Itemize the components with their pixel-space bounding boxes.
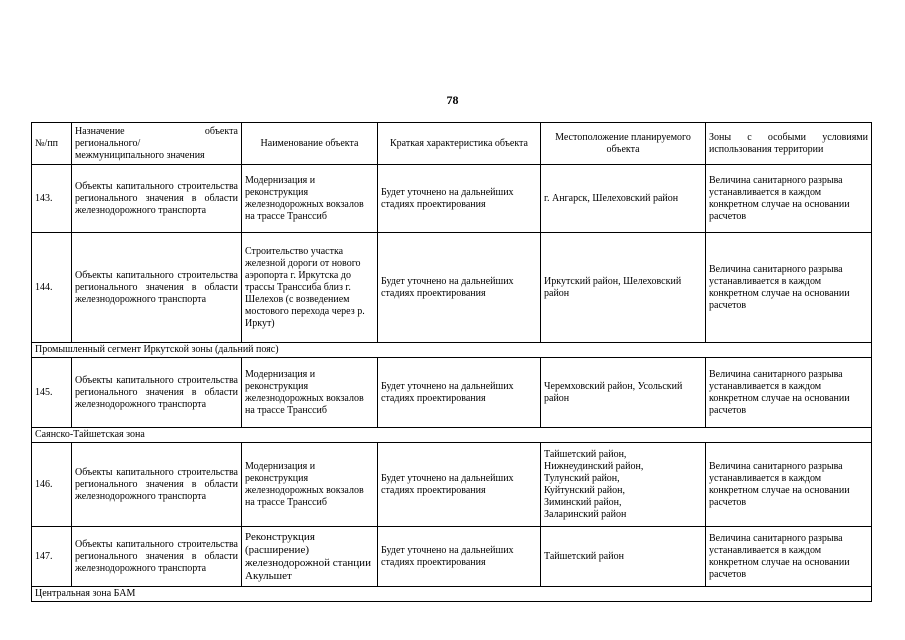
row-purpose: Объекты капитального строительства регионального значения в области железнодорожного транспорта: [72, 358, 242, 428]
header-purpose-line1: Назначение объекта: [75, 125, 238, 137]
row-characteristic: Будет уточнено на дальнейших стадиях проектирования: [378, 165, 541, 233]
section-row: [32, 343, 872, 358]
row-location: Иркутский район, Шелеховский район: [541, 233, 706, 343]
row-purpose: Объекты капитального строительства регионального значения в области железнодорожного транспорта: [72, 443, 242, 527]
page-number: 78: [446, 93, 459, 107]
location-line: Заларинский район: [544, 508, 627, 520]
row-num: 145.: [32, 358, 72, 428]
location-line: Куйтунский район,: [544, 484, 626, 496]
row-name: Модернизация и реконструкция железнодорожных вокзалов на трассе Транссиб: [242, 165, 378, 233]
header-purpose: [72, 123, 242, 165]
header-name: Наименование объекта: [242, 123, 378, 165]
header-location: Местоположение планируемого объекта: [541, 123, 706, 165]
row-characteristic: Будет уточнено на дальнейших стадиях проектирования: [378, 233, 541, 343]
row-num: 144.: [32, 233, 72, 343]
table-row-143: [32, 165, 872, 233]
location-line: Тайшетский район,: [544, 448, 627, 460]
row-location: Черемховский район, Усольский район: [541, 358, 706, 428]
row-num: 143.: [32, 165, 72, 233]
section-row: [32, 587, 872, 602]
section-title: Центральная зона БАМ: [32, 587, 872, 602]
row-num: 146.: [32, 443, 72, 527]
location-line: Нижнеудинский район,: [544, 460, 644, 472]
location-line: Зиминский район,: [544, 496, 622, 508]
table-header-row: [32, 123, 872, 165]
location-line: Тулунский район,: [544, 472, 620, 484]
header-purpose-line2: регионального/: [75, 137, 141, 149]
row-num: 147.: [32, 527, 72, 587]
header-characteristic: Краткая характеристика объекта: [378, 123, 541, 165]
row-purpose: Объекты капитального строительства регионального значения в области железнодорожного транспорта: [72, 233, 242, 343]
row-name: Модернизация и реконструкция железнодорожных вокзалов на трассе Транссиб: [242, 443, 378, 527]
row-characteristic: Будет уточнено на дальнейших стадиях проектирования: [378, 358, 541, 428]
row-name: Строительство участка железной дороги от нового аэропорта г. Иркутска до трассы Транссиба близ г. Шелехов (с возведением мостового перехода через р. Иркут): [242, 233, 378, 343]
row-name: Реконструкция (расширение) железнодорожной станции Акульшет: [242, 527, 378, 587]
row-zones: Величина санитарного разрыва устанавливается в каждом конкретном случае на основании расчетов: [706, 358, 872, 428]
row-purpose: Объекты капитального строительства регионального значения в области железнодорожного транспорта: [72, 165, 242, 233]
table-row-146: [32, 443, 872, 527]
row-zones: Величина санитарного разрыва устанавливается в каждом конкретном случае на основании расчетов: [706, 233, 872, 343]
section-row: [32, 428, 872, 443]
header-num: №/пп: [32, 123, 72, 165]
row-location: Тайшетский район: [541, 527, 706, 587]
section-title: Саянско-Тайшетская зона: [32, 428, 872, 443]
header-zones: Зоны с особыми условиями использования территории: [706, 123, 872, 165]
row-name: Модернизация и реконструкция железнодорожных вокзалов на трассе Транссиб: [242, 358, 378, 428]
row-characteristic: Будет уточнено на дальнейших стадиях проектирования: [378, 443, 541, 527]
row-purpose: Объекты капитального строительства регионального значения в области железнодорожного транспорта: [72, 527, 242, 587]
row-characteristic: Будет уточнено на дальнейших стадиях проектирования: [378, 527, 541, 587]
row-location: [541, 443, 706, 527]
planned-objects-table: [31, 122, 872, 602]
row-zones: Величина санитарного разрыва устанавливается в каждом конкретном случае на основании расчетов: [706, 165, 872, 233]
header-purpose-line3: межмуниципального значения: [75, 149, 205, 161]
table-row-147: [32, 527, 872, 587]
section-title: Промышленный сегмент Иркутской зоны (дальний пояс): [32, 343, 872, 358]
row-zones: Величина санитарного разрыва устанавливается в каждом конкретном случае на основании расчетов: [706, 527, 872, 587]
table-row-144: [32, 233, 872, 343]
row-location: г. Ангарск, Шелеховский район: [541, 165, 706, 233]
row-zones: Величина санитарного разрыва устанавливается в каждом конкретном случае на основании расчетов: [706, 443, 872, 527]
table-row-145: [32, 358, 872, 428]
